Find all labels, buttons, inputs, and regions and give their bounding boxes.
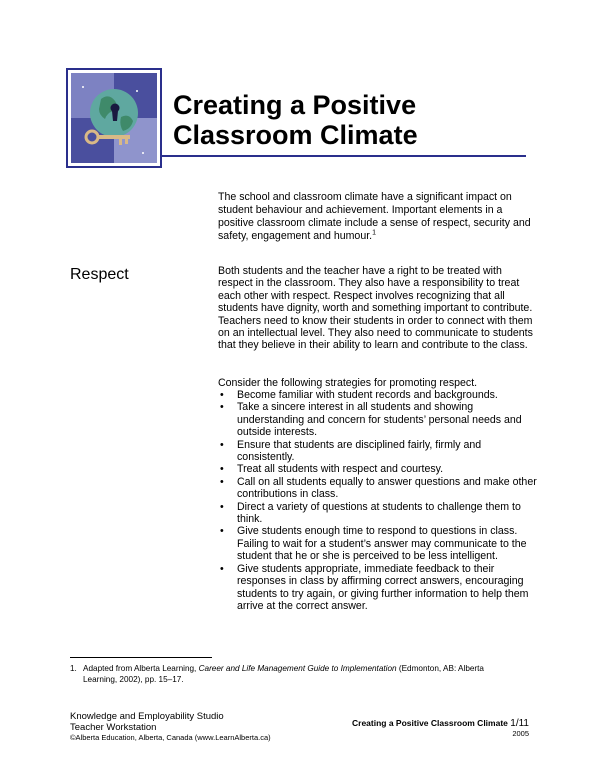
bullet-icon: • [220, 401, 224, 414]
footnote-ref: 1 [372, 229, 377, 237]
strategies-list [218, 389, 538, 612]
title-underline [162, 155, 526, 157]
list-item-text: Treat all students with respect and courtesy. [237, 463, 444, 476]
list-item [218, 389, 538, 401]
bullet-icon: • [220, 525, 224, 538]
list-item [218, 501, 538, 526]
footer-org-line-2: Teacher Workstation [70, 722, 157, 733]
list-item [218, 439, 538, 464]
list-item-text: Direct a variety of questions at students to challenge them to think. [237, 500, 521, 526]
footnote-number: 1. [70, 664, 77, 673]
footer-page-number: 1/11 [510, 718, 529, 729]
bullet-icon: • [220, 438, 224, 451]
footer-organization [70, 711, 271, 743]
list-item-text: Give students appropriate, immediate feedback to their responses in class by affirming correct answers, encouraging students to try again, or giving further information to help them arrive at the correct answer. [237, 562, 529, 612]
list-item [218, 476, 538, 501]
bullet-icon: • [220, 500, 224, 513]
footnote-book-title: Career and Life Management Guide to Implementation [198, 664, 397, 673]
list-item-text: Become familiar with student records and backgrounds. [237, 389, 498, 401]
title-line-1: Creating a Positive [173, 90, 417, 120]
list-item-text: Take a sincere interest in all students and showing understanding and concern for students’ personal needs and outside interests. [237, 401, 522, 439]
list-item-text: Give students enough time to respond to questions in class. Failing to wait for a student’s answer may communicate to the student that he or she is perceived to be less intelligent. [237, 525, 527, 563]
list-item [218, 563, 538, 613]
list-item [218, 463, 538, 475]
bullet-icon: • [220, 562, 224, 575]
footer-copyright: ©Alberta Education, Alberta, Canada (www.LearnAlberta.ca) [70, 733, 271, 742]
footer-org-line-1: Knowledge and Employability Studio [70, 711, 224, 722]
list-item-text: Call on all students equally to answer questions and make other contributions in class. [237, 475, 537, 501]
footnote-prefix: Adapted from Alberta Learning, [83, 664, 199, 673]
section-heading-respect: Respect [70, 266, 129, 283]
intro-paragraph [218, 191, 538, 243]
footer-year: 2005 [512, 729, 529, 738]
footnote-suffix: (Edmonton, AB: Alberta [396, 664, 484, 673]
footnote [70, 663, 530, 685]
respect-paragraph: Both students and the teacher have a right to be treated with respect in the classroom. They also have a responsibility to treat each other with respect. Respect involves recognizing that all students have dignity, worth and something important to contribute. Teachers need to know their students in order to connect with them on an intellectual level. They also need to communicate to students that they believe in their ability to learn and contribute to the class. [218, 265, 533, 352]
page-title [173, 90, 418, 150]
title-line-2: Classroom Climate [173, 120, 418, 150]
logo-frame [66, 68, 162, 168]
bullet-icon: • [220, 475, 224, 488]
bullet-icon: • [220, 389, 224, 401]
footnote-line-2: Learning, 2002), pp. 15–17. [83, 675, 184, 684]
footnote-divider [70, 657, 212, 658]
footer-doc-title: Creating a Positive Classroom Climate [352, 718, 508, 728]
bullet-icon: • [220, 463, 224, 476]
footer-page-info [352, 718, 529, 739]
intro-text: The school and classroom climate have a significant impact on student behaviour and achievement. Important elements in a positive classroom climate include a sense of respect, security and safety, engagement and humour. [218, 191, 531, 242]
list-item-text: Ensure that students are disciplined fairly, firmly and consistently. [237, 438, 482, 464]
globe-key-icon [71, 73, 157, 163]
list-item [218, 401, 538, 438]
strategies-intro: Consider the following strategies for promoting respect. [218, 377, 478, 389]
list-item [218, 525, 538, 562]
